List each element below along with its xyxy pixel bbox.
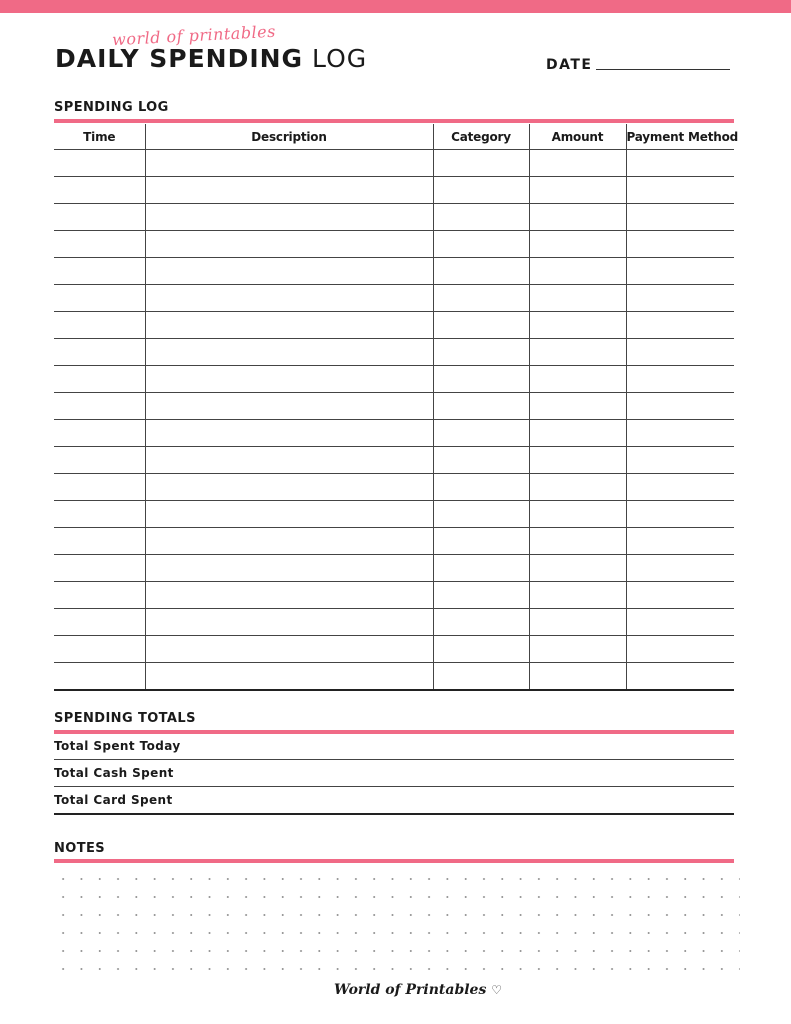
cell-payment-method[interactable] (626, 636, 734, 663)
spending-totals-heading: SPENDING TOTALS (54, 711, 196, 726)
notes-heading: NOTES (54, 841, 106, 856)
cell-description[interactable] (145, 636, 433, 663)
column-header-description: Description (145, 124, 433, 150)
page-title-light: LOG (312, 44, 368, 73)
cell-category[interactable] (433, 285, 529, 312)
cell-time[interactable] (54, 555, 145, 582)
cell-time[interactable] (54, 339, 145, 366)
table-row (54, 339, 734, 366)
cell-payment-method[interactable] (626, 231, 734, 258)
cell-time[interactable] (54, 204, 145, 231)
cell-description[interactable] (145, 177, 433, 204)
cell-time[interactable] (54, 636, 145, 663)
spending-log-rule (54, 119, 734, 123)
table-row (54, 366, 734, 393)
cell-payment-method[interactable] (626, 582, 734, 609)
total-card-spent-row[interactable] (54, 787, 734, 815)
cell-category[interactable] (433, 609, 529, 636)
footer-brand-text: World of Printables (334, 982, 487, 998)
table-row (54, 204, 734, 231)
cell-amount[interactable] (529, 555, 626, 582)
cell-description[interactable] (145, 528, 433, 555)
date-label: DATE (546, 57, 593, 73)
cell-category[interactable] (433, 339, 529, 366)
table-row (54, 447, 734, 474)
cell-payment-method[interactable] (626, 474, 734, 501)
cell-payment-method[interactable] (626, 285, 734, 312)
table-row (54, 582, 734, 609)
cell-description[interactable] (145, 285, 433, 312)
cell-category[interactable] (433, 474, 529, 501)
cell-payment-method[interactable] (626, 555, 734, 582)
cell-time[interactable] (54, 312, 145, 339)
cell-description[interactable] (145, 312, 433, 339)
cell-payment-method[interactable] (626, 258, 734, 285)
table-row (54, 474, 734, 501)
table-row (54, 420, 734, 447)
cell-category[interactable] (433, 312, 529, 339)
table-row (54, 555, 734, 582)
cell-payment-method[interactable] (626, 528, 734, 555)
cell-amount[interactable] (529, 339, 626, 366)
cell-time[interactable] (54, 231, 145, 258)
table-row (54, 150, 734, 177)
cell-time[interactable] (54, 393, 145, 420)
cell-description[interactable] (145, 231, 433, 258)
cell-payment-method[interactable] (626, 393, 734, 420)
cell-description[interactable] (145, 474, 433, 501)
column-header-amount: Amount (529, 124, 626, 150)
cell-amount[interactable] (529, 150, 626, 177)
cell-amount[interactable] (529, 663, 626, 691)
column-header-category: Category (433, 124, 529, 150)
cell-payment-method[interactable] (626, 420, 734, 447)
column-header-payment-method: Payment Method (626, 124, 734, 150)
cell-description[interactable] (145, 339, 433, 366)
cell-description[interactable] (145, 150, 433, 177)
cell-payment-method[interactable] (626, 204, 734, 231)
table-row (54, 285, 734, 312)
cell-description[interactable] (145, 501, 433, 528)
total-cash-spent-row[interactable] (54, 760, 734, 787)
cell-category[interactable] (433, 393, 529, 420)
column-header-time: Time (54, 124, 145, 150)
cell-description[interactable] (145, 609, 433, 636)
page-title-bold: DAILY SPENDING (55, 44, 304, 73)
cell-category[interactable] (433, 528, 529, 555)
cell-time[interactable] (54, 528, 145, 555)
cell-amount[interactable] (529, 528, 626, 555)
cell-description[interactable] (145, 393, 433, 420)
cell-category[interactable] (433, 582, 529, 609)
cell-description[interactable] (145, 204, 433, 231)
cell-time[interactable] (54, 420, 145, 447)
cell-payment-method[interactable] (626, 177, 734, 204)
cell-category[interactable] (433, 501, 529, 528)
cell-time[interactable] (54, 150, 145, 177)
spending-log-heading: SPENDING LOG (54, 100, 169, 115)
cell-payment-method[interactable] (626, 501, 734, 528)
cell-description[interactable] (145, 258, 433, 285)
cell-payment-method[interactable] (626, 663, 734, 691)
cell-amount[interactable] (529, 393, 626, 420)
cell-amount[interactable] (529, 609, 626, 636)
cell-category[interactable] (433, 555, 529, 582)
total-spent-today-label: Total Spent Today (54, 739, 181, 753)
date-field[interactable] (596, 69, 730, 70)
total-card-spent-label: Total Card Spent (54, 793, 173, 807)
cell-payment-method[interactable] (626, 447, 734, 474)
total-spent-today-row[interactable] (54, 733, 734, 760)
cell-amount[interactable] (529, 312, 626, 339)
cell-category[interactable] (433, 663, 529, 691)
spending-totals-list (54, 733, 734, 815)
table-row (54, 393, 734, 420)
cell-time[interactable] (54, 609, 145, 636)
table-row (54, 501, 734, 528)
cell-amount[interactable] (529, 420, 626, 447)
cell-category[interactable] (433, 204, 529, 231)
cell-description[interactable] (145, 447, 433, 474)
cell-description[interactable] (145, 420, 433, 447)
cell-amount[interactable] (529, 636, 626, 663)
cell-payment-method[interactable] (626, 609, 734, 636)
cell-payment-method[interactable] (626, 366, 734, 393)
table-row (54, 258, 734, 285)
cell-time[interactable] (54, 366, 145, 393)
total-cash-spent-label: Total Cash Spent (54, 766, 174, 780)
cell-time[interactable] (54, 285, 145, 312)
brand-script-logo: world of printables (111, 21, 277, 50)
table-row (54, 528, 734, 555)
cell-time[interactable] (54, 258, 145, 285)
footer-brand-logo (334, 982, 502, 998)
cell-time[interactable] (54, 501, 145, 528)
cell-amount[interactable] (529, 258, 626, 285)
cell-amount[interactable] (529, 501, 626, 528)
table-row (54, 609, 734, 636)
cell-amount[interactable] (529, 204, 626, 231)
cell-time[interactable] (54, 447, 145, 474)
table-header-row (54, 124, 734, 150)
table-row (54, 312, 734, 339)
notes-dot-grid[interactable] (54, 870, 740, 975)
table-row (54, 636, 734, 663)
spending-log-table (54, 124, 739, 691)
cell-description[interactable] (145, 582, 433, 609)
cell-amount[interactable] (529, 447, 626, 474)
cell-category[interactable] (433, 636, 529, 663)
cell-description[interactable] (145, 663, 433, 691)
cell-description[interactable] (145, 555, 433, 582)
cell-category[interactable] (433, 366, 529, 393)
cell-time[interactable] (54, 474, 145, 501)
cell-amount[interactable] (529, 177, 626, 204)
heart-icon: ♡ (491, 983, 502, 997)
table-row (54, 663, 734, 691)
cell-payment-method[interactable] (626, 150, 734, 177)
cell-amount[interactable] (529, 582, 626, 609)
cell-category[interactable] (433, 447, 529, 474)
table-row (54, 177, 734, 204)
cell-payment-method[interactable] (626, 312, 734, 339)
cell-category[interactable] (433, 177, 529, 204)
cell-amount[interactable] (529, 474, 626, 501)
cell-category[interactable] (433, 258, 529, 285)
cell-category[interactable] (433, 150, 529, 177)
cell-time[interactable] (54, 177, 145, 204)
cell-time[interactable] (54, 663, 145, 691)
table-row (54, 231, 734, 258)
cell-payment-method[interactable] (626, 339, 734, 366)
cell-description[interactable] (145, 366, 433, 393)
cell-category[interactable] (433, 420, 529, 447)
page-title (55, 44, 367, 73)
notes-rule (54, 859, 734, 863)
cell-amount[interactable] (529, 366, 626, 393)
cell-time[interactable] (54, 582, 145, 609)
cell-amount[interactable] (529, 231, 626, 258)
top-accent-bar (0, 0, 791, 13)
cell-amount[interactable] (529, 285, 626, 312)
cell-category[interactable] (433, 231, 529, 258)
